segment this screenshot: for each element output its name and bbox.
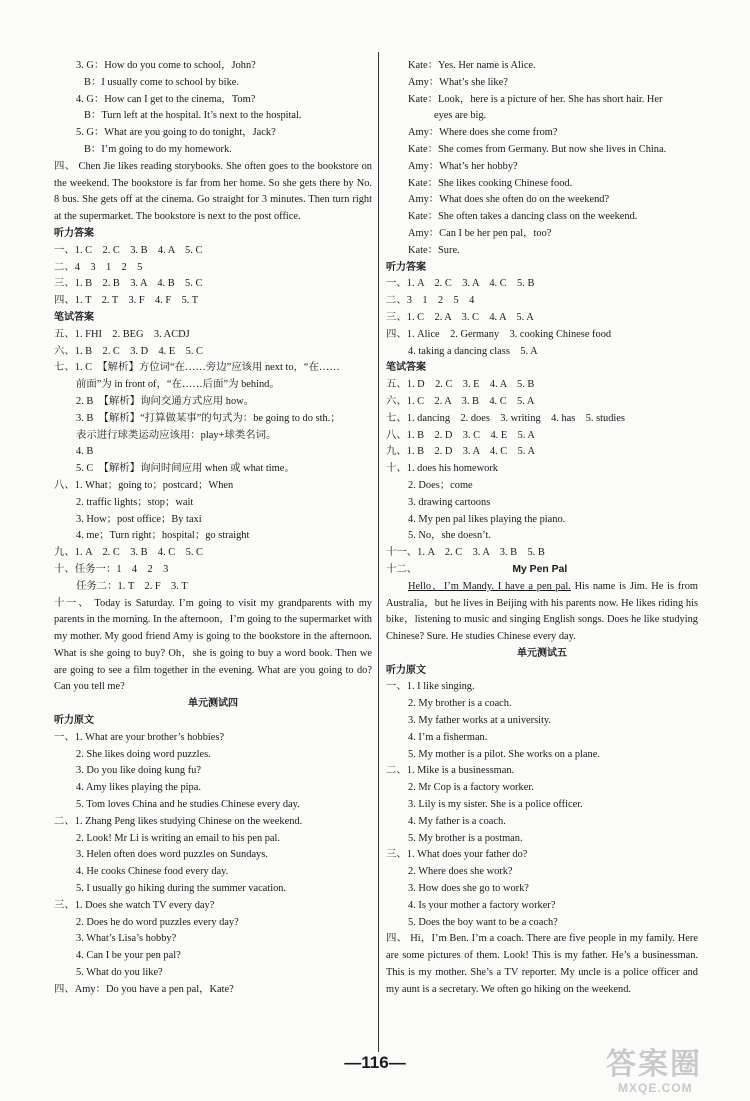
section-heading: 笔试答案 [386, 362, 426, 374]
answer-line: 七、1. dancing 2. does 3. writing 4. has 5. studies [386, 412, 625, 424]
script-line: 2. Where does she work? [408, 866, 513, 878]
section-heading: 听力答案 [54, 227, 94, 239]
page-number: —116— [344, 1053, 406, 1072]
answer-line: 4. My pen pal likes playing the piano. [408, 513, 566, 525]
script-line: 3. Lily is my sister. She is a police officer. [408, 799, 583, 811]
script-line: 3. Helen often does word puzzles on Sundays. [76, 849, 268, 861]
dialogue-line: Amy：What’s her hobby? [408, 160, 518, 172]
script-line: 5. My mother is a pilot. She works on a plane. [408, 748, 600, 760]
watermark-text: 答案圈 [606, 1048, 702, 1081]
line: B：I usually come to school by bike. [84, 76, 239, 88]
line: 4. G：How can I get to the cinema，Tom? [76, 93, 256, 105]
script-line: 4. He cooks Chinese food every day. [76, 866, 229, 878]
answer-line: 十、1. does his homework [386, 463, 498, 475]
dialogue-line: Kate：She often takes a dancing class on the weekend. [408, 211, 638, 223]
script-line: 三、1. Does she watch TV every day? [54, 899, 215, 911]
answer-line: 四、1. Alice 2. Germany 3. cooking Chinese food [386, 328, 612, 340]
answer-line: 3. B 【解析】“打算做某事”的句式为：be going to do sth.； [76, 412, 341, 424]
script-line: 一、1. What are your brother’s hobbies? [54, 731, 225, 743]
dialogue-line: eyes are big. [434, 110, 487, 122]
section-heading: 笔试答案 [54, 311, 94, 323]
script-line: 3. How does she go to work? [408, 883, 529, 895]
answer-line: 三、1. C 2. A 3. C 4. A 5. A [386, 311, 534, 323]
dialogue-line: Kate：She likes cooking Chinese food. [408, 177, 573, 189]
script-line: 二、1. Zhang Peng likes studying Chinese on the weekend. [54, 815, 303, 827]
dialogue-line: Amy：What does she often do on the weekend? [408, 194, 610, 206]
script-line: 4. My father is a coach. [408, 815, 506, 827]
answer-line: 二、3 1 2 5 4 [386, 295, 475, 307]
script-line: 2. Look! Mr Li is writing an email to his pen pal. [76, 832, 281, 844]
script-line: 4. Amy likes playing the pipa. [76, 782, 201, 794]
essay-text: His name is Jim. He is from Australia，but he lives in Beijing with his parents now. He likes riding his bike，listening to music and singing English songs. Does he like studying Chinese? Sure. He studies Chinese every day. [386, 580, 699, 643]
answer-line: 六、1. C 2. A 3. B 4. C 5. A [386, 395, 535, 407]
passage-4: 四、 Chen Jie likes reading storybooks. She often goes to the bookstore on the weekend. The bookstore is far from her home. So she gets there by No. 8 bus. She gets off at the cinema. Go straight for 3 minutes. Then turn right at the supermarket. The bookstore is next to the post office. [54, 160, 372, 223]
dialogue-line: Amy：Can I be her pen pal，too? [408, 227, 552, 239]
script-line: 2. Does he do word puzzles every day? [76, 916, 239, 928]
section-heading: 听力原文 [386, 664, 426, 676]
dialogue-line: Kate：Sure. [408, 244, 460, 256]
script-line: 4. Can I be your pen pal? [76, 950, 181, 962]
answer-line: 一、1. C 2. C 3. B 4. A 5. C [54, 244, 203, 256]
answer-line: 九、1. A 2. C 3. B 4. C 5. C [54, 547, 203, 559]
watermark-url: MXQE.COM [618, 1081, 693, 1095]
dialogue-line: Kate：Yes. Her name is Alice. [408, 60, 536, 71]
answer-line: 十、任务一：1 4 2 3 [54, 563, 169, 575]
script-line: 3. Do you like doing kung fu? [76, 765, 201, 777]
script-line: 5. What do you like? [76, 967, 163, 979]
script-line: 2. My brother is a coach. [408, 698, 512, 710]
script-line: 二、1. Mike is a businessman. [386, 765, 515, 777]
dialogue-line: Kate：She comes from Germany. But now she lives in China. [408, 143, 667, 155]
script-line: 一、1. I like singing. [386, 681, 475, 693]
line: B：Turn left at the hospital. It’s next to the hospital. [84, 110, 302, 122]
answer-line: 2. Does；come [408, 479, 473, 491]
answer-line: 3. How；post office；By taxi [76, 513, 202, 525]
script-line: 5. Tom loves China and he studies Chinese every day. [76, 799, 300, 811]
answer-line: 3. drawing cartoons [408, 496, 491, 508]
essay-title: My Pen Pal [512, 563, 568, 575]
script-line: 2. She likes doing word puzzles. [76, 748, 211, 760]
answer-line: 四、1. T 2. T 3. F 4. F 5. T [54, 295, 199, 307]
line: B：I’m going to do my homework. [84, 143, 232, 155]
script-line: 4. Is your mother a factory worker? [408, 899, 556, 911]
answer-line: 十一、1. A 2. C 3. A 3. B 5. B [386, 547, 545, 559]
essay-header [386, 562, 698, 579]
answer-line: 五、1. D 2. C 3. E 4. A 5. B [386, 379, 535, 391]
script-line: 4. I’m a fisherman. [408, 731, 488, 743]
answer-line: 六、1. B 2. C 3. D 4. E 5. C [54, 345, 203, 357]
watermark-logo [606, 1048, 746, 1096]
essay-label: 十二、 [386, 563, 418, 575]
script-line: 四、Amy：Do you have a pen pal，Kate? [54, 983, 234, 995]
unit-test-title: 单元测试五 [517, 647, 567, 659]
script-line: 3. My father works at a university. [408, 715, 552, 727]
script-line: 5. I usually go hiking during the summer vacation. [76, 883, 287, 895]
essay-body [386, 579, 698, 646]
script-line: 5. Does the boy want to be a coach? [408, 916, 558, 928]
left-column [54, 58, 372, 999]
answer-line: 前面”为 in front of，“在……后面”为 behind。 [76, 379, 280, 391]
script-line: 5. My brother is a postman. [408, 832, 523, 844]
script-line: 三、1. What does your father do? [386, 849, 528, 861]
dialogue-line: Kate：Look，here is a picture of her. She has short hair. Her [408, 93, 663, 105]
dialogue-line: Amy：Where does she come from? [408, 127, 558, 139]
answer-line: 八、1. B 2. D 3. C 4. E 5. A [386, 429, 535, 441]
script-line: 3. What’s Lisa’s hobby? [76, 933, 177, 945]
answer-line: 5. No，she doesn’t. [408, 530, 491, 542]
section-heading: 听力答案 [386, 261, 426, 273]
answer-line: 4. me；Turn right；hospital；go straight [76, 530, 250, 542]
dialogue-line: Amy：What’s she like? [408, 76, 508, 88]
answer-line: 八、1. What；going to；postcard；When [54, 479, 234, 491]
answer-line: 5. C 【解析】询问时间应用 when 或 what time。 [76, 463, 295, 475]
answer-line: 表示进行球类运动应该用：play+球类名词。 [76, 429, 277, 441]
answer-line: 二、4 3 1 2 5 [54, 261, 143, 273]
unit-test-title: 单元测试四 [188, 698, 238, 710]
answer-line: 九、1. B 2. D 3. A 4. C 5. A [386, 446, 535, 458]
answer-line: 三、1. B 2. B 3. A 4. B 5. C [54, 278, 203, 290]
passage-4: 四、 Hi，I’m Ben. I’m a coach. There are five people in my family. Here are some pictures of them. Look! This is my father. He’s a businessman. This is my mother. She’s a TV reporter. My uncle is a police officer and my aunt is a secretary. We often go hiking on the weekend. [386, 933, 698, 995]
section-heading: 听力原文 [54, 715, 94, 727]
answer-line: 4. taking a dancing class 5. A [408, 345, 538, 357]
answer-line: 2. B 【解析】询问交通方式应用 how。 [76, 395, 255, 407]
answer-line: 五、1. FHI 2. BEG 3. ACDJ [54, 328, 190, 340]
column-divider [378, 52, 379, 1052]
line: 3. G：How do you come to school，John? [76, 60, 256, 71]
answer-line: 4. B [76, 446, 94, 458]
answer-line: 2. traffic lights；stop；wait [76, 496, 194, 508]
line: 5. G：What are you going to do tonight，Jack? [76, 127, 276, 139]
passage-11: 十一、 Today is Saturday. I’m going to visit my grandparents with my parents in the morning. In the afternoon，I’m going to the supermarket with my mother. My good friend Amy is going to the bookstore in the afternoon. What is she going to buy? Oh，she is going to buy a word book. Then we are going to see a film together in the evening. What are you going to do? Can you tell me? [54, 597, 372, 693]
answer-line: 一、1. A 2. C 3. A 4. C 5. B [386, 278, 535, 290]
script-line: 2. Mr Cop is a factory worker. [408, 782, 534, 794]
right-column [386, 58, 698, 999]
essay-underlined: Hello，I’m Mandy. I have a pen pal. [408, 580, 571, 592]
answer-line: 七、1. C 【解析】方位词“在……旁边”应该用 next to，“在…… [54, 362, 340, 374]
answer-line: 任务二：1. T 2. F 3. T [76, 580, 188, 592]
